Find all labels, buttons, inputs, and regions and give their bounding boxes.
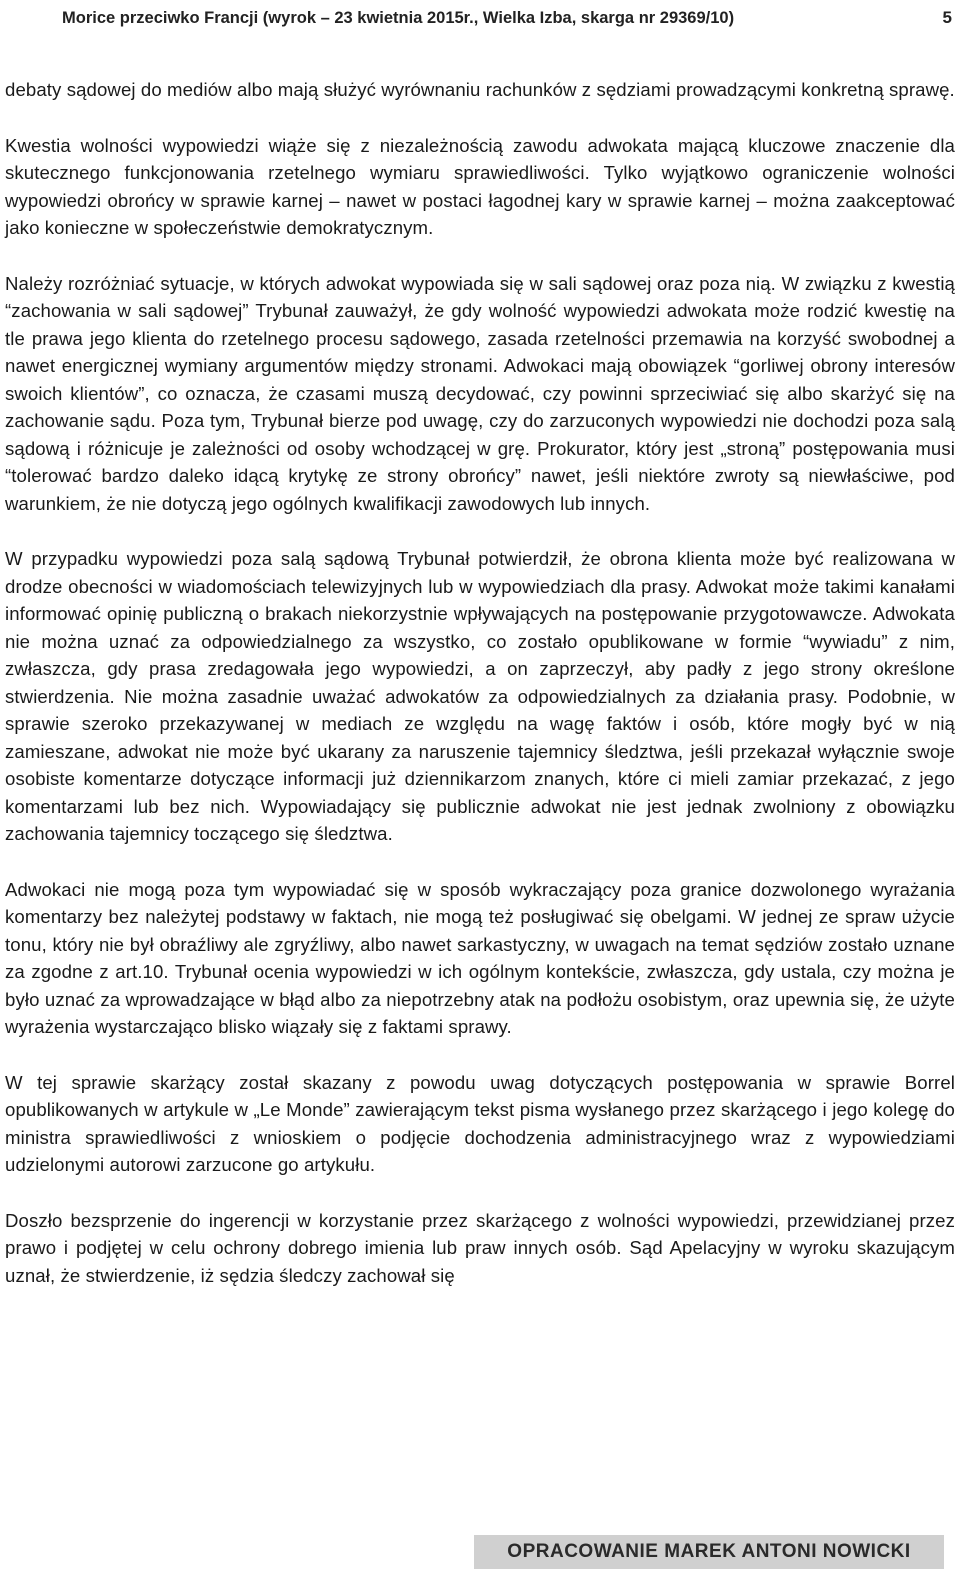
paragraph: Należy rozróżniać sytuacje, w których adwokat wypowiada się w sali sądowej oraz poza nią. W związku z kwestią “zachowania w sali sądowej” Trybunał zauważył, że gdy wolność wypowiedzi adwokata może rodzić kwestię na tle prawa jego klienta do rzetelnego procesu sądowego, zasada rzetelności przemawia na korzyść swobodnej a nawet energicznej wymiany argumentów między stronami. Adwokaci mają obowiązek “gorliwej obrony interesów swoich klientów”, co oznacza, że czasami muszą decydować, czy powinni sprzeciwiać się albo skarżyć się na zachowanie sądu. Poza tym, Trybunał bierze pod uwagę, czy do zarzuconych wypowiedzi nie dochodzi poza salą sądową i różnicuje je zależności od osoby wchodzącej w grę. Prokurator, który jest „stroną” postępowania musi “tolerować bardzo daleko idącą krytykę ze strony obrońcy” nawet, jeśli niektóre zwroty są niewłaściwe, pod warunkiem, że nie dotyczą jego ogólnych kwalifikacji zawodowych lub innych.: [5, 272, 955, 514]
header-title: Morice przeciwko Francji (wyrok – 23 kwietnia 2015r., Wielka Izba, skarga nr 29369/10): [62, 8, 735, 27]
document-body: [5, 76, 955, 1289]
paragraph: Adwokaci nie mogą poza tym wypowiadać się w sposób wykraczający poza granice dozwolonego wyrażania komentarzy bez należytej podstawy w faktach, nie mogą też posługiwać się obelgami. W jednej ze spraw użycie tonu, który nie był obraźliwy ale zgryźliwy, albo nawet sarkastyczny, w uwagach na temat sędziów zostało uznane za zgodne z art.10. Trybunał ocenia wypowiedzi w ich ogólnym kontekście, zwłaszcza, gdy ustala, czy można je było uznać za wprowadzające w błąd albo za niepotrzebny atak na podłożu osobistym, oraz upewnia się, że użyte wyrażenia wystarczająco blisko wiązały się z faktami sprawy.: [5, 878, 955, 1037]
paragraph: Kwestia wolności wypowiedzi wiąże się z niezależnością zawodu adwokata mającą kluczowe znaczenie dla skutecznego funkcjonowania rzetelnego wymiaru sprawiedliwości. Tylko wyjątkowo ograniczenie wolności wypowiedzi obrońcy w sprawie karnej – nawet w postaci łagodnej kary w sprawie karnej – można zaakceptować jako konieczne w społeczeństwie demokratycznym.: [5, 134, 955, 238]
footer-stamp: OPRACOWANIE MAREK ANTONI NOWICKI: [474, 1535, 944, 1569]
page-header: [62, 6, 952, 30]
paragraph: debaty sądowej do mediów albo mają służyć wyrównaniu rachunków z sędziami prowadzącymi konkretną sprawę.: [5, 79, 955, 100]
paragraph: W przypadku wypowiedzi poza salą sądową Trybunał potwierdził, że obrona klienta może być realizowana w drodze obecności w wiadomościach telewizyjnych lub w wypowiedziach dla prasy. Adwokat może takimi kanałami informować opinię publiczną o brakach niekorzystnie wpływających na postępowanie przygotowawcze. Adwokata nie można uznać za odpowiedzialnego za wszystko, co zostało opublikowane w formie “wywiadu” z nim, zwłaszcza, gdy prasa zredagowała jego wypowiedzi, a on zaprzeczył, aby padły z jego strony określone stwierdzenia. Nie można zasadnie uważać adwokatów za odpowiedzialnych za działania prasy. Podobnie, w sprawie szeroko przekazywanej w mediach ze względu na wagę faktów i osób, które mogły być w nią zamieszane, adwokat nie może być ukarany za naruszenie tajemnicy śledztwa, jeśli przekazał wyłącznie swoje osobiste komentarze dotyczące informacji już dziennikarzom znanych, które ci mieli zamiar przekazać, z jego komentarzami lub bez nich. Wypowiadający się publicznie adwokat nie jest jednak zwolniony z obowiązku zachowania tajemnicy toczącego się śledztwa.: [5, 548, 955, 844]
paragraph: Doszło bezsprzenie do ingerencji w korzystanie przez skarżącego z wolności wypowiedzi, przewidzianej przez prawo i podjętej w celu ochrony dobrego imienia lub praw innych osób. Sąd Apelacyjny w wyroku skazującym uznał, że stwierdzenie, iż sędzia śledczy zachował się: [5, 1209, 955, 1286]
page-number: 5: [942, 8, 952, 27]
paragraph: W tej sprawie skarżący został skazany z powodu uwag dotyczących postępowania w sprawie Borrel opublikowanych w artykule w „Le Monde” zawierającym tekst pisma wysłanego przez skarżącego i jego kolegę do ministra sprawiedliwości z wnioskiem o podjęcie dochodzenia administracyjnego wraz z wypowiedziami udzielonymi autorowi zarzucone go artykułu.: [5, 1071, 955, 1175]
